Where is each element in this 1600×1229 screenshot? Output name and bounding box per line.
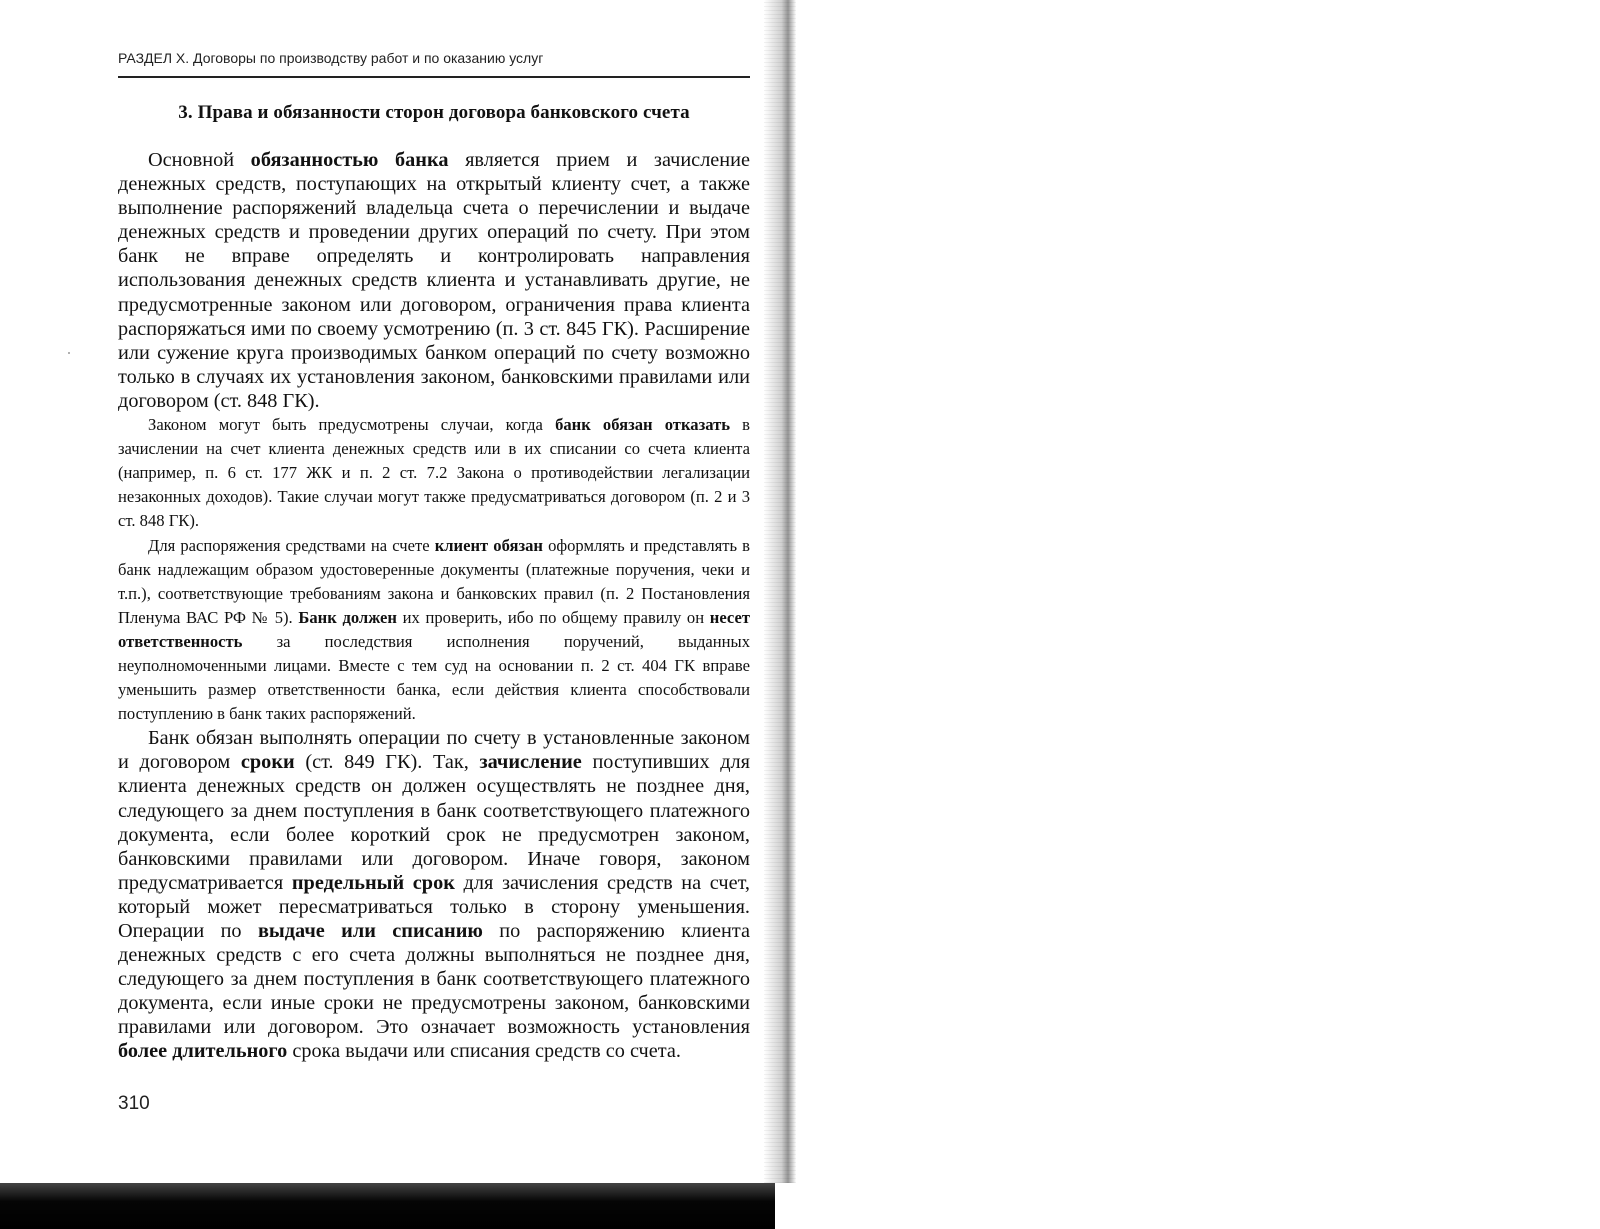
section-title: 3. Права и обязанности сторон договора банковского счета [178,102,690,123]
bold-term: сроки [240,751,295,774]
header-rule [118,76,750,78]
book-gutter-shadow [764,0,796,1183]
bold-term: зачисление [479,751,582,774]
bold-term: клиент обязан [434,535,543,555]
paragraph-4 [118,726,750,1063]
page-number: 310 [118,1093,150,1114]
text-segment: их проверить, ибо по общему правилу он [396,607,710,627]
text-segment: поступивших для клиента денежных средств он должен осуществлять не позднее дня, следующего за днем поступления в банк соответствующего платежного документа, если более короткий срок не предусмотрен законом, банковскими правилами или договором. Иначе говоря, законом предусматривается [118,751,751,894]
text-segment: Банк обязан выполнять операции по счету в установленные законом и договором [118,727,750,774]
bold-term: выдаче или списанию [257,920,483,942]
text-segment: оформлять и представлять в банк надлежащим образом удостоверенные документы (платежные поручения, чеки и т.п.), соответствующие требованиям закона и банковских правил (п. 2 Постановления Пленума ВАС РФ № 5). [118,535,751,627]
bold-term: банк обязан отказать [555,415,731,435]
text-segment: Основной [148,149,251,171]
text-segment: в зачислении на счет клиента денежных средств или в их списании со счета клиента (например, п. 6 ст. 177 ЖК и п. 2 ст. 7.2 Закона о противодействии легализации незаконных доходов). Такие случаи могут также предусматриваться договором (п. 2 и 3 ст. 848 ГК). [118,415,750,531]
paragraph-1 [118,148,750,413]
bold-term: предельный срок [291,871,455,894]
text-segment: Для распоряжения средствами на счете [148,535,435,555]
text-segment: является прием и зачисление денежных средств, поступающих на открытый клиенту счет, а также выполнение распоряжений владельца счета о перечислении и выдаче денежных средств и проведении других операций по счету. При этом банк не вправе определять и контролировать направления использования денежных средств клиента и устанавливать другие, не предусмотренные законом или договором, ограничения права клиента распоряжаться ими по своему усмотрению (п. 3 ст. 845 ГК). Расширение или сужение круга производимых банком операций по счету возможно только в случаях их установления законом, банковскими правилами или договором (ст. 848 ГК). [118,149,751,412]
text-segment: Законом могут быть предусмотрены случаи, когда [148,415,556,435]
scan-speck [68,352,70,354]
running-head: РАЗДЕЛ X. Договоры по производству работ и по оказанию услуг [118,50,544,66]
bold-term: обязанностью банка [250,149,449,171]
body-text [118,148,750,1064]
text-segment: (ст. 849 ГК). Так, [294,751,480,774]
bold-term: более длительного [118,1040,288,1063]
text-segment: за последствия исполнения поручений, выданных неуполномоченными лицами. Вместе с тем суд на основании п. 2 ст. 404 ГК вправе уменьшить размер ответственности банка, если действия клиента способствовали поступлению в банк таких распоряжений. [118,631,750,724]
bold-term: несет ответственность [118,607,751,651]
scan-bottom-edge [0,1183,775,1229]
text-segment: срока выдачи или списания средств со счета. [287,1040,681,1063]
text-segment: для зачисления средств на счет, который может пересматриваться только в сторону уменьшения. Операции по [118,871,751,942]
paragraph-3 [118,534,750,727]
bold-term: Банк должен [298,607,397,627]
paragraph-2 [118,413,750,533]
text-segment: по распоряжению клиента денежных средств с его счета должны выполняться не позднее дня, следующего за днем поступления в банк соответствующего платежного документа, если иные сроки не предусмотрены законом, банковскими правилами или договором. Это означает возможность установления [118,920,751,1039]
book-page [0,0,790,1229]
